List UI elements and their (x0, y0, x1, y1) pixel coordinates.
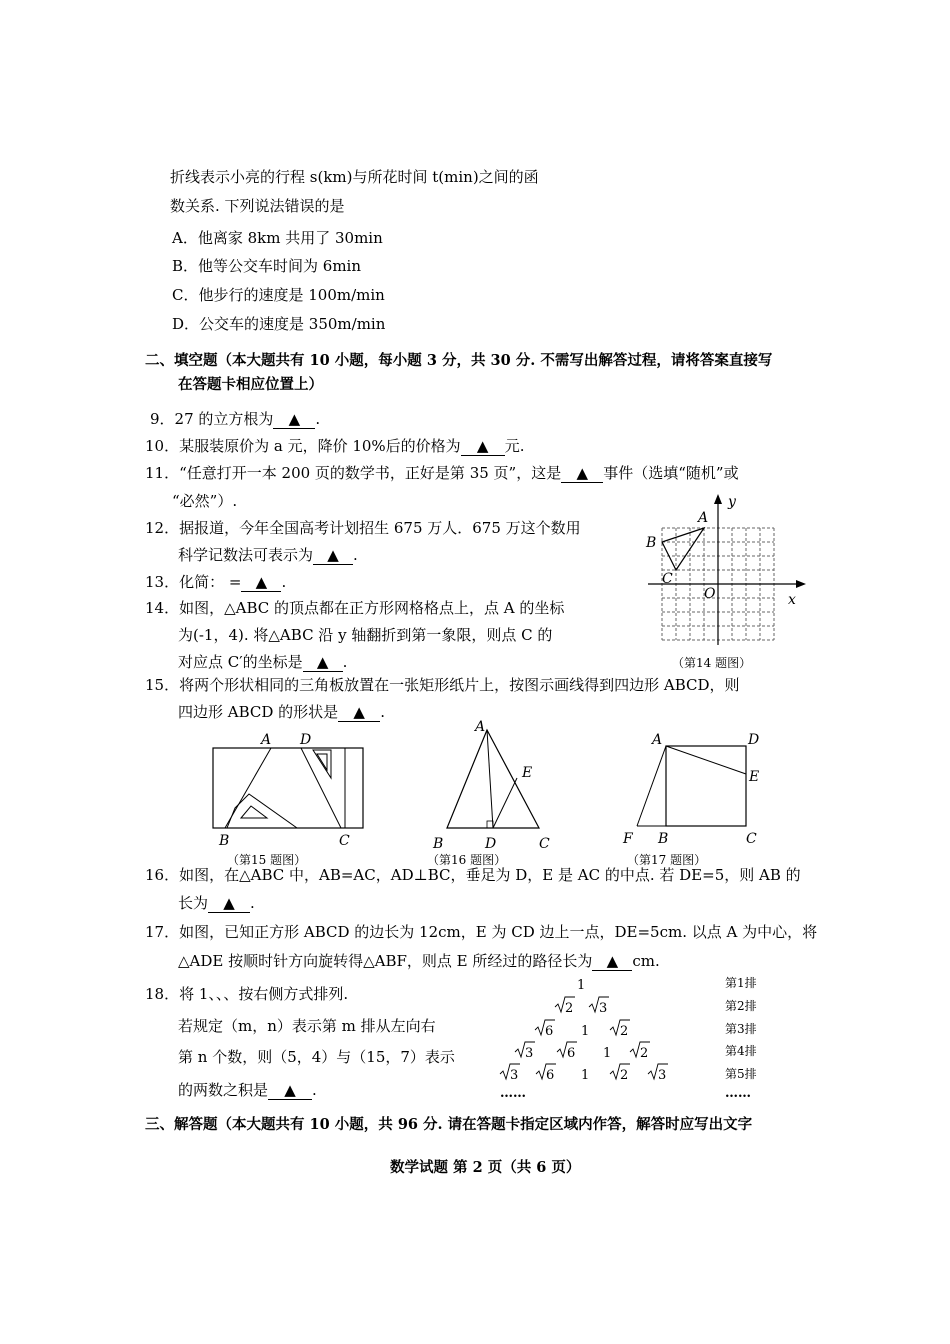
question-14-line3: 对应点 C′的坐标是 ▲ . (178, 653, 348, 671)
question-16: 16．如图，在△ABC 中，AB=AC，AD⊥BC，垂足为 D，E 是 AC 的中点. 若 DE=5，则 AB 的 (145, 866, 801, 884)
row5-sqrt2 (610, 1064, 630, 1083)
svg-text:6: 6 (545, 1024, 554, 1039)
fig14-label-a: A (698, 510, 709, 526)
row5-sqrt3b (648, 1064, 668, 1083)
question-17-line2: △ADE 按顺时针方向旋转得△ABF，则点 E 所经过的路径长为 ▲ cm. (178, 952, 660, 970)
row-label-2: 第2排 (725, 999, 757, 1013)
svg-text:2: 2 (565, 1001, 574, 1016)
question-11: 11．“任意打开一本 200 页的数学书，正好是第 35 页”，这是 ▲ 事件（选填“随机”或 (145, 464, 739, 482)
question-18: 18．将 1、、、按右侧方式排列. (145, 985, 349, 1003)
q18-dots-left: …… (500, 1086, 526, 1100)
question-16-line2: 长为 ▲ . (178, 894, 255, 912)
fig17-label-c: C (746, 831, 757, 847)
fig16-label-a: A (475, 719, 486, 735)
row2-sqrt3 (589, 997, 609, 1016)
svg-text:6: 6 (546, 1068, 555, 1083)
svg-text:2: 2 (640, 1046, 649, 1061)
question-14: 14．如图，△ABC 的顶点都在正方形网格格点上，点 A 的坐标 (145, 599, 565, 617)
fig17-label-a: A (652, 732, 663, 748)
question-12: 12．据报道，今年全国高考计划招生 675 万人．675 万这个数用 (145, 519, 581, 537)
q18-dots-right: …… (725, 1086, 751, 1100)
fig17-caption: （第17 题图） (627, 853, 707, 867)
figure-15 (205, 728, 370, 868)
svg-text:3: 3 (599, 1001, 608, 1016)
svg-text:1: 1 (581, 1024, 590, 1039)
row4-sqrt2 (630, 1042, 650, 1061)
svg-text:2: 2 (620, 1068, 629, 1083)
svg-text:6: 6 (567, 1046, 576, 1061)
svg-text:1: 1 (577, 978, 586, 993)
row-label-5: 第5排 (725, 1067, 757, 1081)
row3-sqrt2 (610, 1020, 630, 1039)
question-12-line2: 科学记数法可表示为 ▲ . (178, 546, 358, 564)
fig17-label-e: E (749, 769, 760, 785)
question-15-line2: 四边形 ABCD 的形状是 ▲ . (178, 703, 385, 721)
fig15-caption: （第15 题图） (227, 853, 307, 867)
fig14-label-c: C (662, 571, 673, 587)
fig16-caption: （第16 题图） (427, 853, 507, 867)
question-11-line2: “必然”）. (172, 492, 238, 510)
svg-text:2: 2 (620, 1024, 629, 1039)
fig16-label-d: D (485, 836, 497, 852)
question-18-line2: 若规定（m，n）表示第 m 排从左向右 (178, 1017, 436, 1035)
section3-heading: 三、解答题（本大题共有 10 小题，共 96 分. 请在答题卡指定区域内作答，解答时应写出文字 (145, 1116, 753, 1133)
fig16-label-e: E (522, 765, 533, 781)
question-9: 9．27 的立方根为 ▲ . (150, 410, 321, 428)
row5-sqrt3 (500, 1064, 520, 1083)
row4-sqrt3 (515, 1042, 535, 1061)
row4-sqrt6 (557, 1042, 577, 1061)
question-17: 17．如图，已知正方形 ABCD 的边长为 12cm，E 为 CD 边上一点，DE=5cm. 以点 A 为中心，将 (145, 923, 818, 941)
question-14-line2: 为(-1，4). 将△ABC 沿 y 轴翻折到第一象限，则点 C 的 (178, 626, 553, 644)
svg-text:3: 3 (525, 1046, 534, 1061)
row-label-1: 第1排 (725, 976, 757, 990)
fig14-label-o: O (704, 586, 716, 602)
fig16-label-b: B (433, 836, 444, 852)
row2-sqrt2 (555, 997, 575, 1016)
fig14-caption: （第14 题图） (672, 656, 752, 670)
section2-heading-line2: 在答题卡相应位置上） (178, 376, 323, 393)
question-13: 13．化简： = ▲ . (145, 573, 287, 591)
fig15-label-d: D (300, 732, 312, 748)
q8-option-a: A．他离家 8km 共用了 30min (172, 229, 383, 247)
q18-number-triangle (495, 975, 775, 1100)
question-15: 15．将两个形状相同的三角板放置在一张矩形纸片上，按图示画线得到四边形 ABCD，则 (145, 676, 740, 694)
section2-heading: 二、填空题（本大题共有 10 小题，每小题 3 分，共 30 分. 不需写出解答过程，请将答案直接写 (145, 352, 773, 369)
svg-text:1: 1 (581, 1068, 590, 1083)
q8-option-b: B．他等公交车时间为 6min (172, 257, 362, 275)
figure-16 (425, 716, 565, 868)
fig15-label-b: B (219, 833, 230, 849)
row3-sqrt6 (535, 1020, 555, 1039)
question-10: 10．某服装原价为 a 元，降价 10%后的价格为 ▲ 元. (145, 437, 525, 455)
fig17-label-f: F (623, 831, 633, 847)
q8-line1: 折线表示小亮的行程 s(km)与所花时间 t(min)之间的函 (170, 168, 539, 186)
figure-17 (615, 728, 775, 868)
fig17-label-d: D (748, 732, 760, 748)
fig14-label-y: y (728, 494, 736, 510)
figure-14-grid (640, 490, 820, 680)
fig15-label-c: C (339, 833, 350, 849)
fig16-label-c: C (539, 836, 550, 852)
question-18-line4: 的两数之积是 ▲ . (178, 1081, 317, 1099)
svg-text:1: 1 (603, 1046, 612, 1061)
svg-text:3: 3 (658, 1068, 667, 1083)
row-label-4: 第4排 (725, 1044, 757, 1058)
question-18-line3: 第 n 个数，则（5，4）与（15，7）表示 (178, 1048, 455, 1066)
svg-text:3: 3 (510, 1068, 519, 1083)
q8-option-c: C．他步行的速度是 100m/min (172, 286, 385, 304)
page-footer: 数学试题 第 2 页（共 6 页） (390, 1159, 581, 1176)
row-label-3: 第3排 (725, 1022, 757, 1036)
fig14-label-b: B (646, 535, 657, 551)
q8-line2: 数关系. 下列说法错误的是 (170, 197, 345, 215)
fig17-label-b: B (658, 831, 669, 847)
fig14-label-x: x (788, 592, 796, 608)
q8-option-d: D．公交车的速度是 350m/min (172, 315, 386, 333)
row5-sqrt6 (536, 1064, 556, 1083)
fig15-label-a: A (261, 732, 272, 748)
